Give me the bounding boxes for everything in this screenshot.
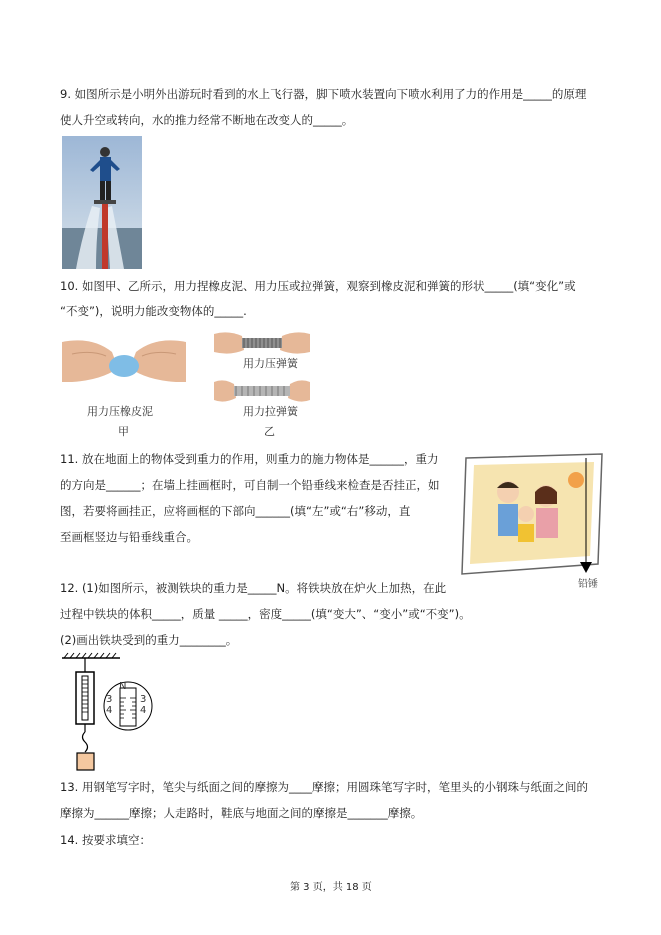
hands-pressing-clay-image xyxy=(62,334,186,390)
q12-line-2: 过程中铁块的体积_____，质量 _____，密度_____(填“变大”、“变小”或“不变”)。 xyxy=(60,607,471,621)
plumb-bob-label: 铅锤 xyxy=(578,579,598,590)
label-jia: 甲 xyxy=(118,425,129,438)
q12-line-1: 12. (1)如图所示，被测铁块的重力是_____N。将铁块放在炉火上加热，在此 xyxy=(60,581,447,595)
q10-line-1: 10. 如图甲、乙所示，用力捏橡皮泥、用力压或拉弹簧，观察到橡皮泥和弹簧的形状_____(填“变化”或 xyxy=(60,279,576,293)
caption-pull-spring: 用力拉弹簧 xyxy=(243,405,298,418)
q12-line-3: (2)画出铁块受到的重力________。 xyxy=(60,633,238,647)
scale-tick-4-right: 4 xyxy=(140,705,147,716)
page-number-footer: 第 3 页，共 18 页 xyxy=(290,882,372,893)
q9-line-2: 使人升空或转向，水的推力经常不断地在改变人的_____。 xyxy=(60,113,354,127)
tilted-picture-frame-image xyxy=(458,452,608,592)
q14-line-1: 14. 按要求填空： xyxy=(60,833,151,847)
label-yi: 乙 xyxy=(264,425,275,438)
q9-line-1: 9. 如图所示是小明外出游玩时看到的水上飞行器，脚下喷水装置向下喷水利用了力的作用是_____的原理 xyxy=(60,87,587,101)
spring-scale-diagram xyxy=(60,652,160,780)
scale-unit-label: N xyxy=(119,681,127,692)
scale-tick-4-left: 4 xyxy=(106,705,113,716)
flyboard-photo xyxy=(62,136,142,269)
hands-pulling-spring-image xyxy=(214,378,310,404)
q11-line-1: 11. 放在地面上的物体受到重力的作用，则重力的施力物体是______，重力 xyxy=(60,452,439,466)
caption-press-clay: 用力压橡皮泥 xyxy=(87,405,153,418)
scale-tick-3-left: 3 xyxy=(106,694,113,705)
q11-line-4: 至画框竖边与铅垂线重合。 xyxy=(60,530,198,544)
q11-line-2: 的方向是______；在墙上挂画框时，可自制一个铅垂线来检查是否挂正，如 xyxy=(60,478,440,492)
hands-pressing-spring-image xyxy=(214,330,310,356)
q11-line-3: 图，若要将画挂正，应将画框的下部向______(填“左”或“右”移动，直 xyxy=(60,504,411,518)
caption-press-spring: 用力压弹簧 xyxy=(243,357,298,370)
q13-line-1: 13. 用钢笔写字时，笔尖与纸面之间的摩擦为____摩擦；用圆珠笔写字时，笔里头的小钢珠与纸面之间的 xyxy=(60,780,588,794)
q10-line-2: “不变”)，说明力能改变物体的_____. xyxy=(60,304,247,318)
q13-line-2: 摩擦为______摩擦；人走路时，鞋底与地面之间的摩擦是_______摩擦。 xyxy=(60,806,423,820)
scale-tick-3-right: 3 xyxy=(140,694,147,705)
